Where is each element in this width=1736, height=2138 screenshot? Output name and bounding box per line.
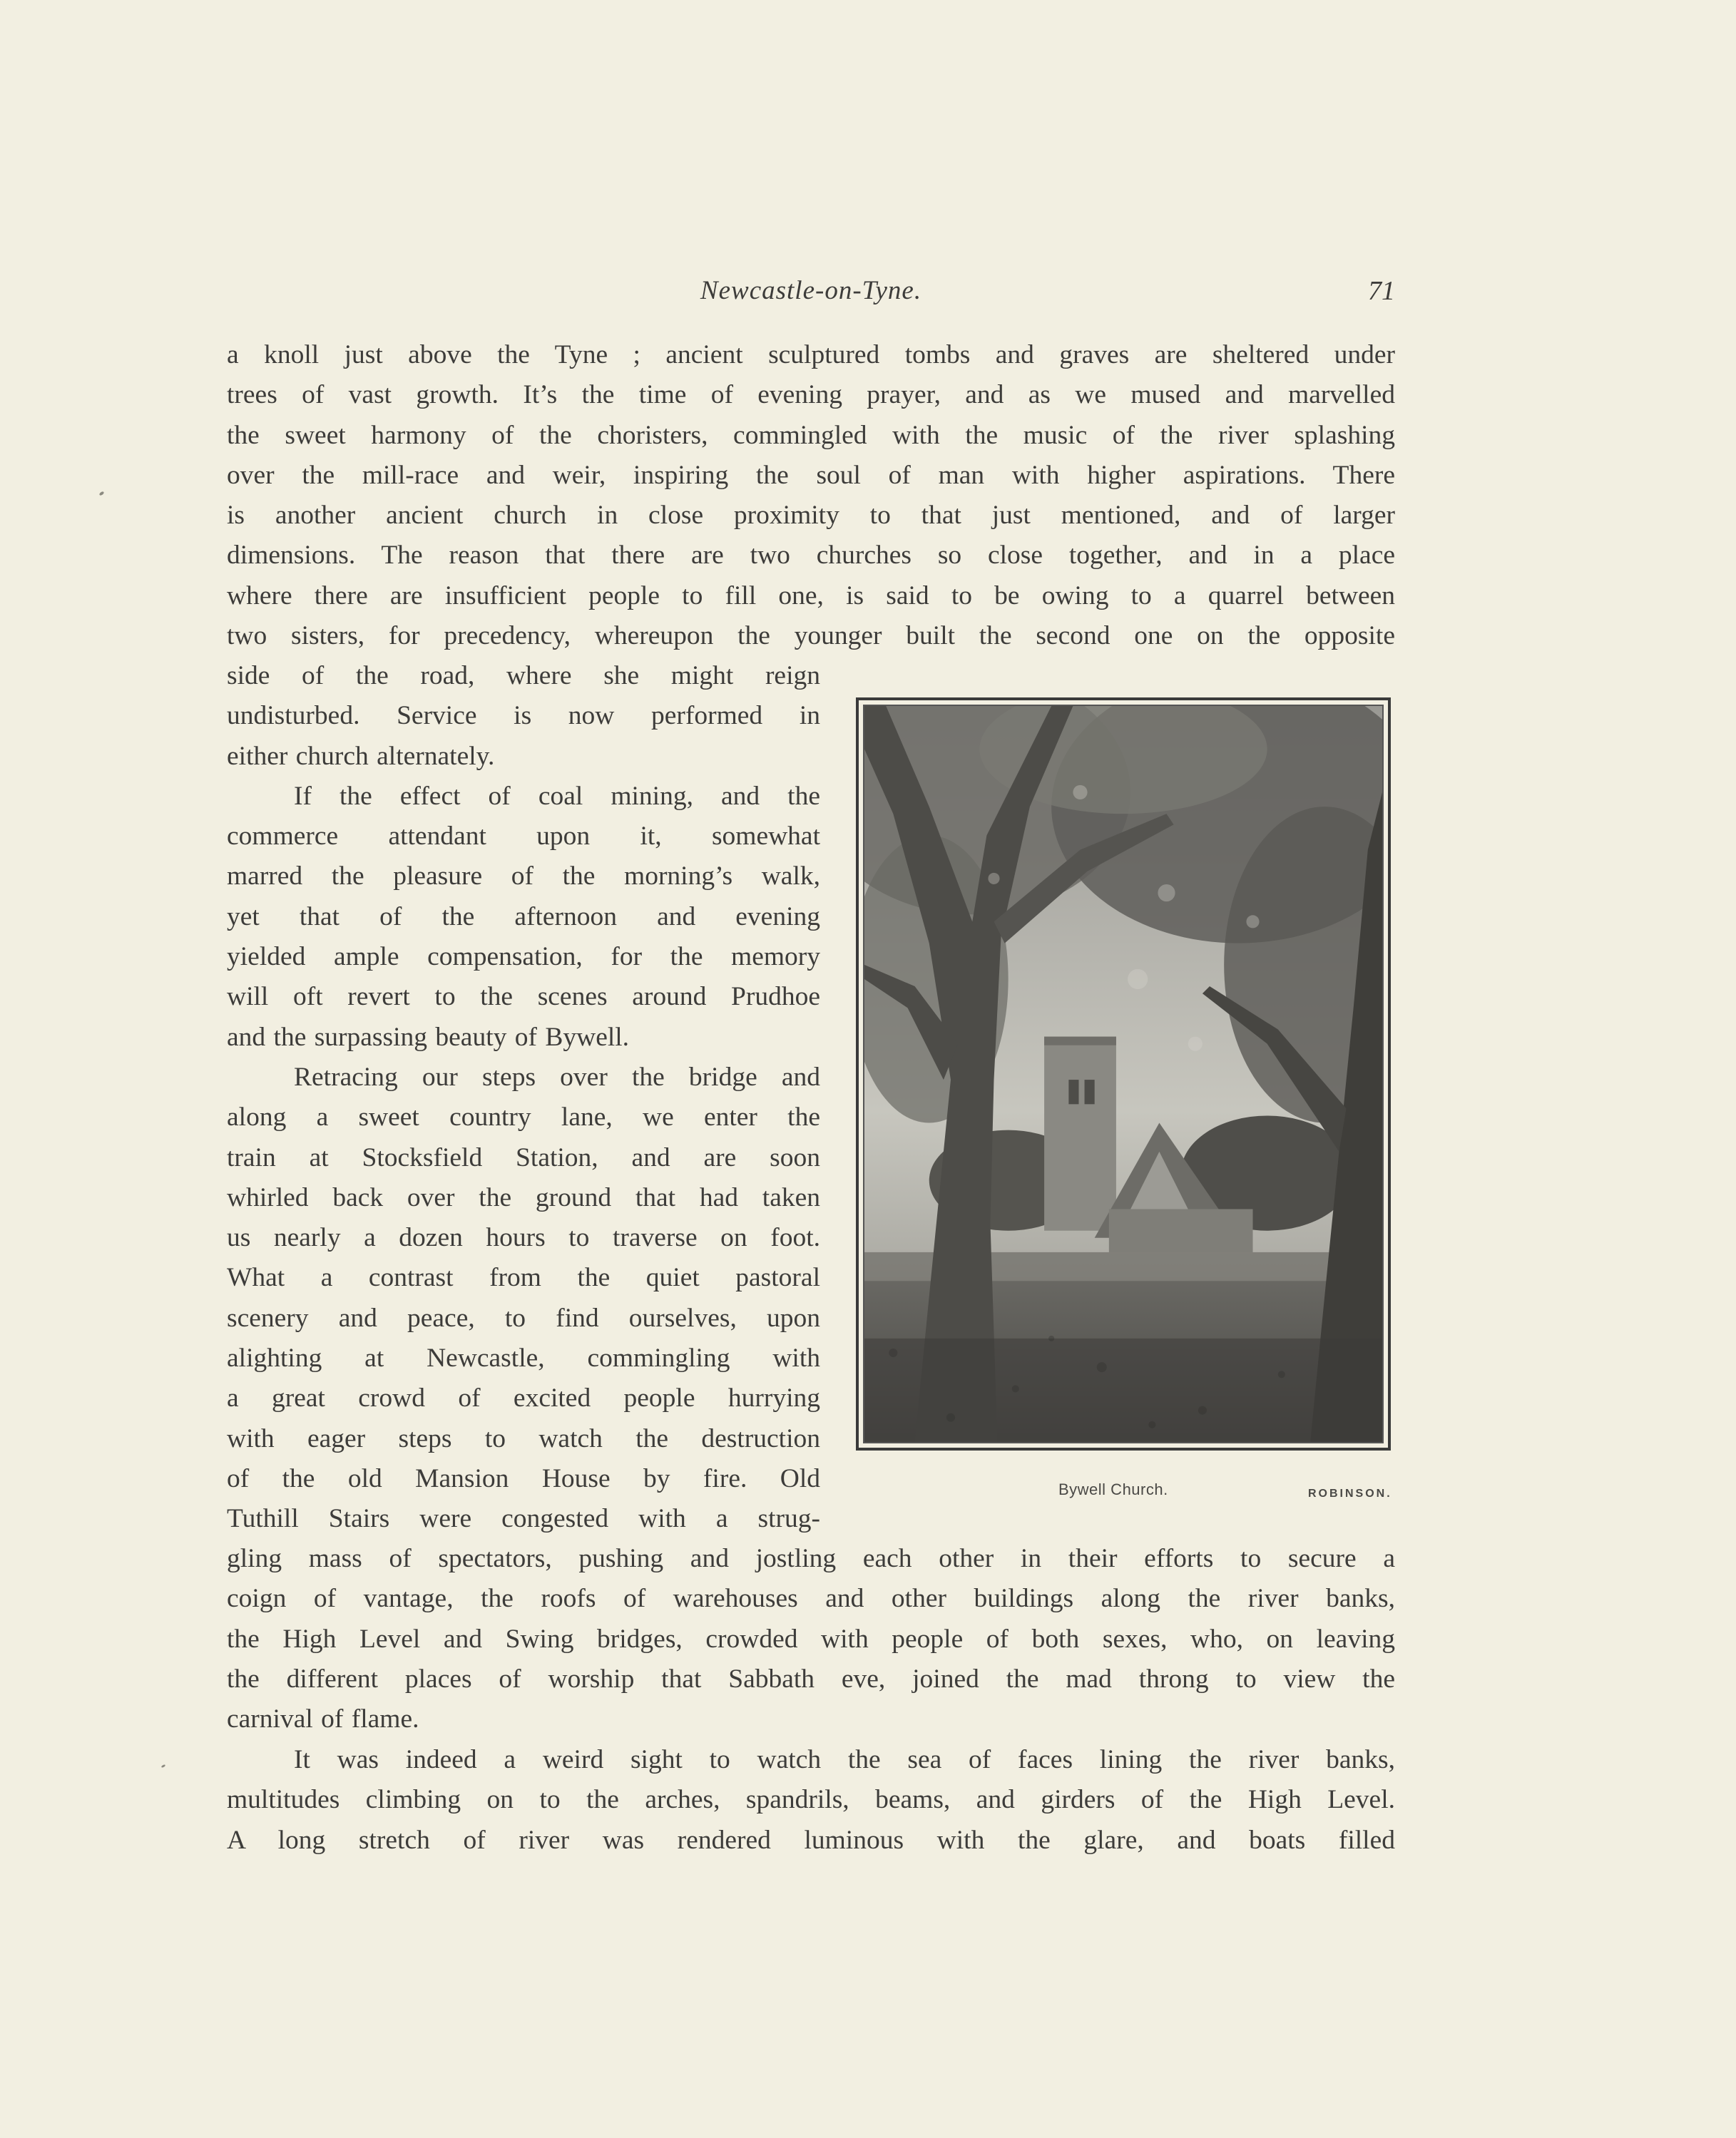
- narrow-column: [227, 656, 820, 1540]
- paper-speck: [161, 1764, 166, 1769]
- text-line: along a sweet country lane, we enter the: [227, 1103, 820, 1132]
- figure-caption: Bywell Church.: [1058, 1480, 1168, 1498]
- bottom-paragraph-1: [227, 1539, 1395, 1739]
- text-line: with eager steps to watch the destruction: [227, 1423, 820, 1453]
- text-line: of the old Mansion House by fire. Old: [227, 1463, 820, 1493]
- text-line: is another ancient church in close proximity to that just mentioned, and of larger: [227, 501, 1395, 531]
- text-line: marred the pleasure of the morning’s walk,: [227, 861, 820, 891]
- text-line: trees of vast growth. It’s the time of evening prayer, and as we mused and marvelled: [227, 380, 1395, 410]
- paragraph-start: It was indeed a weird sight to watch the sea of faces lining the river banks,: [294, 1745, 1395, 1774]
- running-title: Newcastle-on-Tyne.: [700, 276, 922, 305]
- text-line: undisturbed. Service is now performed in: [227, 701, 820, 731]
- text-line: the High Level and Swing bridges, crowded with people of both sexes, who, on leaving: [227, 1624, 1395, 1654]
- text-line: us nearly a dozen hours to traverse on foot.: [227, 1223, 820, 1253]
- text-line: multitudes climbing on to the arches, spandrils, beams, and girders of the High Level.: [227, 1785, 1395, 1815]
- text-line: over the mill-race and weir, inspiring the soul of man with higher aspirations. There: [227, 460, 1395, 490]
- text-line: coign of vantage, the roofs of warehouses and other buildings along the river banks,: [227, 1584, 1395, 1614]
- text-line: Tuthill Stairs were congested with a strug-: [227, 1504, 820, 1534]
- text-line: train at Stocksfield Station, and are soon: [227, 1142, 820, 1172]
- bywell-church-illustration: [864, 706, 1382, 1442]
- text-line: and the surpassing beauty of Bywell.: [227, 1022, 630, 1052]
- text-line: side of the road, where she might reign: [227, 661, 820, 690]
- running-head: [227, 275, 1395, 315]
- text-line: yielded ample compensation, for the memory: [227, 942, 820, 972]
- text-line: will oft revert to the scenes around Prudhoe: [227, 982, 820, 1012]
- text-line: a knoll just above the Tyne ; ancient sculptured tombs and graves are sheltered under: [227, 340, 1395, 369]
- figure-frame: [856, 697, 1391, 1451]
- text-line: either church alternately.: [227, 741, 495, 771]
- top-paragraph: [227, 335, 1395, 656]
- text-line: carnival of flame.: [227, 1704, 419, 1734]
- text-line: scenery and peace, to find ourselves, upon: [227, 1303, 820, 1333]
- paragraph-start: Retracing our steps over the bridge and: [294, 1062, 820, 1092]
- church-photograph-icon: [863, 705, 1384, 1443]
- text-line: two sisters, for precedency, whereupon the younger built the second one on the opposite: [227, 621, 1395, 651]
- paragraph-start: If the effect of coal mining, and the: [294, 781, 820, 811]
- figure-credit: ROBINSON.: [1308, 1488, 1392, 1500]
- text-line: What a contrast from the quiet pastoral: [227, 1263, 820, 1293]
- paper-speck: [98, 491, 104, 496]
- text-line: gling mass of spectators, pushing and jostling each other in their efforts to secure a: [227, 1544, 1395, 1573]
- text-line: the different places of worship that Sabbath eve, joined the mad throng to view the: [227, 1664, 1395, 1694]
- text-line: yet that of the afternoon and evening: [227, 901, 820, 931]
- text-line: a great crowd of excited people hurrying: [227, 1383, 820, 1413]
- page-number: 71: [1368, 276, 1395, 306]
- bottom-paragraph-2: [227, 1740, 1395, 1861]
- text-line: the sweet harmony of the choristers, commingled with the music of the river splashing: [227, 420, 1395, 450]
- text-line: commerce attendant upon it, somewhat: [227, 822, 820, 851]
- text-line: where there are insufficient people to fill one, is said to be owing to a quarrel between: [227, 580, 1395, 610]
- text-line: whirled back over the ground that had taken: [227, 1182, 820, 1212]
- text-line: alighting at Newcastle, commingling with: [227, 1344, 820, 1374]
- text-line: A long stretch of river was rendered luminous with the glare, and boats filled: [227, 1825, 1395, 1855]
- text-line: dimensions. The reason that there are two churches so close together, and in a place: [227, 541, 1395, 571]
